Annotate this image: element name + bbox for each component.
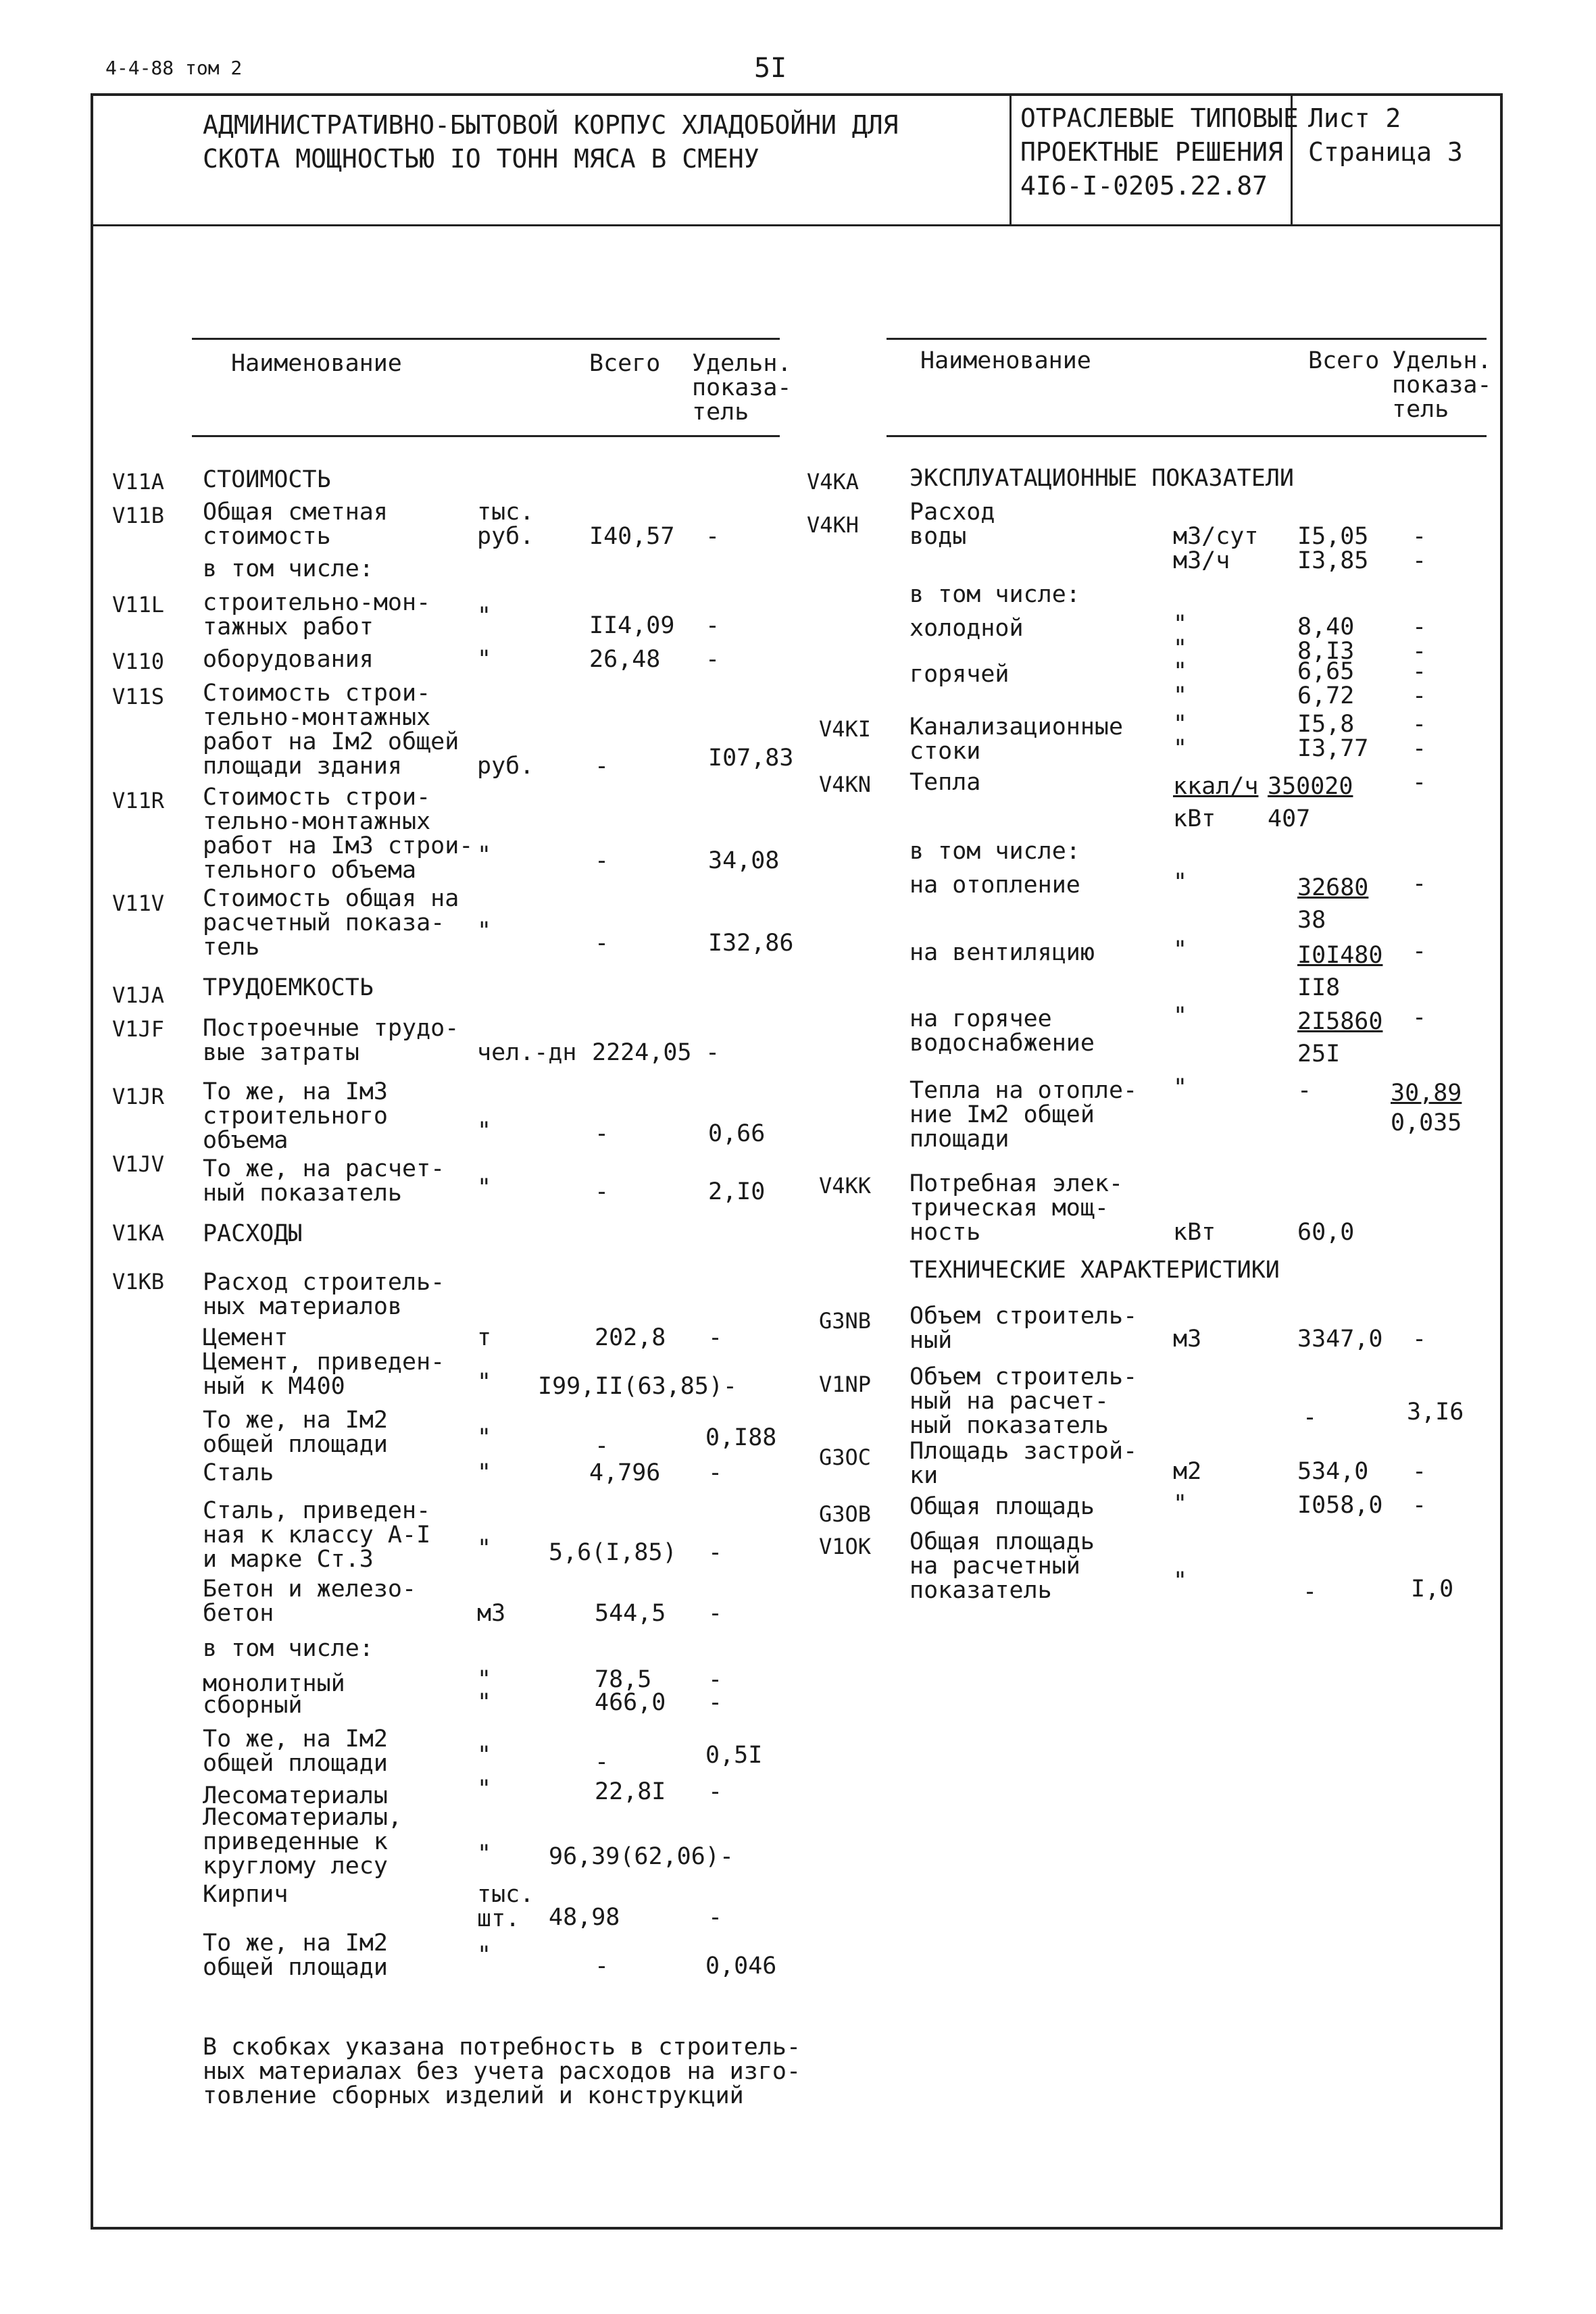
row-label: горячей <box>909 661 1009 688</box>
row-total: 60,0 <box>1297 1219 1355 1246</box>
row-label: Канализационные стоки <box>909 713 1124 765</box>
row-unit: " <box>477 917 492 945</box>
row-total: 3347,0 <box>1297 1326 1383 1353</box>
row-spec: - - <box>1412 523 1427 574</box>
code: V4KH <box>807 512 859 538</box>
row-unit: тыс. руб. <box>477 499 534 550</box>
code: V11V <box>112 890 165 916</box>
row-total: - <box>1297 1077 1312 1104</box>
row-total: - <box>595 1953 609 1980</box>
section-labor: ТРУДОЕМКОСТЬ <box>203 974 374 1001</box>
row-label: на отопление <box>909 872 1080 899</box>
row-unit: " <box>477 1840 492 1867</box>
code: V1JR <box>112 1084 165 1109</box>
row-unit: " <box>477 1742 492 1769</box>
row-total: 534,0 <box>1297 1458 1369 1485</box>
footnote: В скобках указана потребность в строитель- ных материалах без учета расходов на изго- товление сборных изделий и конструкций <box>203 2034 801 2109</box>
row-label: Площадь застрой- ки <box>909 1438 1138 1489</box>
code: V4KA <box>807 469 859 495</box>
section-consumption: РАСХОДЫ <box>203 1220 303 1247</box>
row-total: 96,39(62,06)- <box>549 1843 734 1870</box>
row-spec: 0,I88 <box>705 1424 777 1451</box>
row-total: - <box>595 847 609 874</box>
code: V11R <box>112 788 165 813</box>
row-spec: 0,66 <box>708 1120 766 1147</box>
row-label: Общая площадь на расчетный показатель <box>909 1528 1095 1604</box>
incl-label: в том числе: <box>203 1635 374 1662</box>
row-total: 78,5 <box>595 1666 652 1693</box>
row-label: Расход воды <box>909 499 995 550</box>
section-cost: СТОИМОСТЬ <box>203 466 331 493</box>
row-spec: - <box>705 523 720 550</box>
incl-label: в том числе: <box>203 555 374 582</box>
row-total: - <box>595 930 609 957</box>
row-label: То же, на расчет- ный показатель <box>203 1155 445 1207</box>
row-label: Объем строитель- ный на расчет- ный показатель <box>909 1363 1138 1439</box>
row-unit: " " <box>1173 711 1188 762</box>
row-unit: " <box>477 1942 492 1969</box>
row-unit: чел.-дн <box>477 1039 577 1066</box>
row-spec: - <box>708 1324 723 1351</box>
doc-reference: 4-4-88 том 2 <box>105 57 243 79</box>
row-unit: " <box>1173 869 1188 896</box>
row-unit: " <box>477 1689 492 1716</box>
right-header-bottom-rule <box>887 435 1487 437</box>
row-spec: - <box>1412 1004 1427 1031</box>
row-label: сборный <box>203 1692 303 1719</box>
row-unit: " <box>477 1369 492 1396</box>
row-spec: 30,89 0,035 <box>1391 1080 1462 1136</box>
row-unit: " <box>1173 1567 1188 1594</box>
sheet-block: Лист 2 Страница 3 <box>1308 103 1463 167</box>
row-label: Тепла на отопле- ние Iм2 общей площади <box>909 1077 1138 1153</box>
code: V4KI <box>819 716 872 742</box>
row-unit: " <box>477 603 492 630</box>
row-total: 202,8 <box>595 1324 666 1351</box>
row-total: 32680 38 <box>1297 874 1369 934</box>
row-spec: I32,86 <box>708 930 794 957</box>
row-label: То же, на Iм2 общей площади <box>203 1726 388 1777</box>
row-unit: тыс. шт. <box>477 1881 534 1932</box>
row-unit: м3/сут м3/ч <box>1173 523 1259 574</box>
row-unit: " <box>477 1117 492 1145</box>
left-header-bottom-rule <box>192 435 780 437</box>
row-spec: 2,I0 <box>708 1178 766 1205</box>
row-spec: - <box>1412 1458 1427 1485</box>
code: V11S <box>112 684 165 709</box>
row-unit: " " <box>1173 658 1188 709</box>
right-header-top-rule <box>887 338 1487 340</box>
row-label: холодной <box>909 615 1024 642</box>
row-total: - <box>595 1120 609 1147</box>
row-label: на вентиляцию <box>909 939 1095 966</box>
row-unit: ккал/ч кВт <box>1173 773 1259 832</box>
code: V4KK <box>819 1173 872 1199</box>
row-spec: - <box>708 1666 723 1693</box>
code: V11L <box>112 592 165 618</box>
row-unit: " <box>477 646 492 673</box>
row-spec: - - <box>1412 711 1427 762</box>
row-unit: " <box>477 842 492 869</box>
row-label: Стоимость общая на расчетный показа- тель <box>203 885 459 961</box>
row-total: I058,0 <box>1297 1492 1383 1519</box>
row-unit: " " <box>1173 611 1188 662</box>
row-spec: 34,08 <box>708 847 780 874</box>
row-total: I0I480 II8 <box>1297 942 1383 1001</box>
row-total: 4,796 <box>589 1459 661 1486</box>
row-spec: - <box>708 1539 723 1566</box>
row-label: Лесоматериалы, приведенные к круглому лесу <box>203 1804 403 1880</box>
row-total: - <box>595 1432 609 1459</box>
row-label: Цемент, приведен- ный к М400 <box>203 1349 445 1400</box>
row-label: Потребная элек- трическая мощ- ность <box>909 1170 1124 1246</box>
row-spec: - <box>708 1459 723 1486</box>
row-total: 6,65 6,72 <box>1297 658 1355 709</box>
row-total: 8,40 8,I3 <box>1297 613 1355 665</box>
row-label: Кирпич <box>203 1881 289 1908</box>
row-total: - <box>1303 1578 1318 1605</box>
section-technical: ТЕХНИЧЕСКИЕ ХАРАКТЕРИСТИКИ <box>909 1257 1280 1284</box>
row-total: 2224,05 <box>592 1039 692 1066</box>
row-label: Бетон и железо- бетон <box>203 1576 417 1627</box>
incl-label: в том числе: <box>909 581 1080 608</box>
row-label: Сталь <box>203 1459 274 1486</box>
row-unit: м2 <box>1173 1458 1202 1485</box>
title-block-sep-1 <box>1009 93 1012 226</box>
code: G3OC <box>819 1444 872 1470</box>
row-total: I5,8 I3,77 <box>1297 711 1369 762</box>
row-spec: - <box>1412 1326 1427 1353</box>
code: V110 <box>112 649 165 674</box>
row-spec: - <box>1412 870 1427 897</box>
row-spec: - <box>1412 938 1427 965</box>
left-header-name: Наименование <box>231 350 402 377</box>
code: V1OK <box>819 1534 872 1559</box>
row-total: 350020 407 <box>1268 773 1353 832</box>
row-total: I40,57 <box>589 523 675 550</box>
row-unit: " <box>477 1776 492 1803</box>
row-unit: " <box>1173 936 1188 963</box>
code: V1JV <box>112 1151 165 1177</box>
row-spec: I,0 <box>1411 1576 1454 1603</box>
row-total: 48,98 <box>549 1904 620 1931</box>
row-total: - <box>595 1749 609 1776</box>
code: V1JA <box>112 982 165 1008</box>
row-label: Лесоматериалы <box>203 1782 388 1809</box>
row-spec: - <box>708 1689 723 1716</box>
row-total: - <box>595 1178 609 1205</box>
left-header-total: Всего <box>589 350 661 377</box>
row-total: 22,8I <box>595 1778 666 1805</box>
row-unit: " <box>1173 1490 1188 1517</box>
page-number: 5I <box>754 53 787 84</box>
row-label: Общая площадь <box>909 1493 1095 1520</box>
code: G3NB <box>819 1308 872 1334</box>
row-label: То же, на Iм2 общей площади <box>203 1930 388 1981</box>
row-spec: - <box>708 1904 723 1931</box>
row-unit: " <box>477 1459 492 1486</box>
row-label: Расход строитель- ных материалов <box>203 1269 445 1320</box>
row-total: 466,0 <box>595 1689 666 1716</box>
row-label: Объем строитель- ный <box>909 1303 1138 1354</box>
row-unit: " <box>1173 1003 1188 1030</box>
code: V1NP <box>819 1372 872 1397</box>
document-title: АДМИНИСТРАТИВНО-БЫТОВОЙ КОРПУС ХЛАДОБОЙНИ ДЛЯ СКОТА МОЩНОСТЬЮ IO ТОНН МЯСА В СМЕНУ <box>203 110 899 174</box>
row-label: То же, на Iм2 общей площади <box>203 1407 388 1458</box>
row-spec: - <box>1412 769 1427 796</box>
row-spec: - <box>705 1039 720 1066</box>
row-label: То же, на Iм3 строительного объема <box>203 1078 388 1154</box>
row-total: 5,6(I,85) <box>549 1539 677 1566</box>
row-unit: руб. <box>477 753 534 780</box>
row-total: II4,09 <box>589 612 675 639</box>
row-unit: " <box>477 1535 492 1562</box>
row-label: на горячее водоснабжение <box>909 1005 1095 1057</box>
row-spec: - <box>1412 1492 1427 1519</box>
row-spec: 3,I6 <box>1407 1399 1464 1426</box>
row-spec: - - <box>1412 658 1427 709</box>
section-operational: ЭКСПЛУАТАЦИОННЫЕ ПОКАЗАТЕЛИ <box>909 465 1294 492</box>
row-total: 2I5860 25I <box>1297 1008 1383 1067</box>
left-header-top-rule <box>192 338 780 340</box>
row-total: I5,05 I3,85 <box>1297 523 1369 574</box>
row-label: Тепла <box>909 769 981 796</box>
row-label: Цемент <box>203 1324 289 1351</box>
series-block: ОТРАСЛЕВЫЕ ТИПОВЫЕ ПРОЕКТНЫЕ РЕШЕНИЯ 4I6-I-0205.22.87 <box>1020 103 1299 201</box>
code: V1KA <box>112 1220 165 1246</box>
row-unit: т <box>477 1324 492 1351</box>
row-spec: - <box>705 612 720 639</box>
right-header-total: Всего <box>1308 347 1380 374</box>
row-label: Сталь, приведен- ная к классу А-I и марке Ст.3 <box>203 1497 431 1573</box>
row-spec: I07,83 <box>708 745 794 772</box>
row-total: - <box>595 753 609 780</box>
row-label: Стоимость строи- тельно-монтажных работ на Iм2 общей площади здания <box>203 680 459 780</box>
incl-label: в том числе: <box>909 838 1080 865</box>
code: V11B <box>112 503 165 528</box>
code: V1JF <box>112 1016 165 1042</box>
row-spec: - <box>705 646 720 673</box>
row-total: 26,48 <box>589 646 661 673</box>
row-label: строительно-мон- тажных работ <box>203 589 431 640</box>
row-label: оборудования <box>203 646 374 673</box>
row-unit: м3 <box>1173 1326 1202 1353</box>
code: V4KN <box>819 772 872 797</box>
left-header-spec: Удельн. показа- тель <box>692 350 792 426</box>
right-header-name: Наименование <box>920 347 1091 374</box>
row-spec: 0,5I <box>705 1742 763 1769</box>
code: V11A <box>112 469 165 495</box>
row-label: монолитный <box>203 1670 345 1697</box>
row-unit: кВт <box>1173 1219 1216 1246</box>
code: V1KB <box>112 1269 165 1294</box>
code: G3OB <box>819 1501 872 1527</box>
row-spec: - <box>708 1600 723 1627</box>
row-total: I99,II(63,85)- <box>538 1373 738 1400</box>
row-spec: - - <box>1412 613 1427 665</box>
right-header-spec: Удельн. показа- тель <box>1392 347 1492 423</box>
row-total: 544,5 <box>595 1600 666 1627</box>
row-unit: " <box>477 1174 492 1201</box>
row-spec: 0,046 <box>705 1953 777 1980</box>
row-label: Стоимость строи- тельно-монтажных работ на Iм3 строи- тельного объема <box>203 784 474 884</box>
row-label: Общая сметная стоимость <box>203 499 388 550</box>
row-unit: " <box>1173 1074 1188 1101</box>
row-spec: - <box>708 1778 723 1805</box>
row-label: Построечные трудо- вые затраты <box>203 1015 459 1066</box>
row-total: - <box>1303 1404 1318 1431</box>
row-unit: " <box>477 1666 492 1693</box>
row-unit: м3 <box>477 1600 506 1627</box>
row-unit: " <box>477 1424 492 1451</box>
